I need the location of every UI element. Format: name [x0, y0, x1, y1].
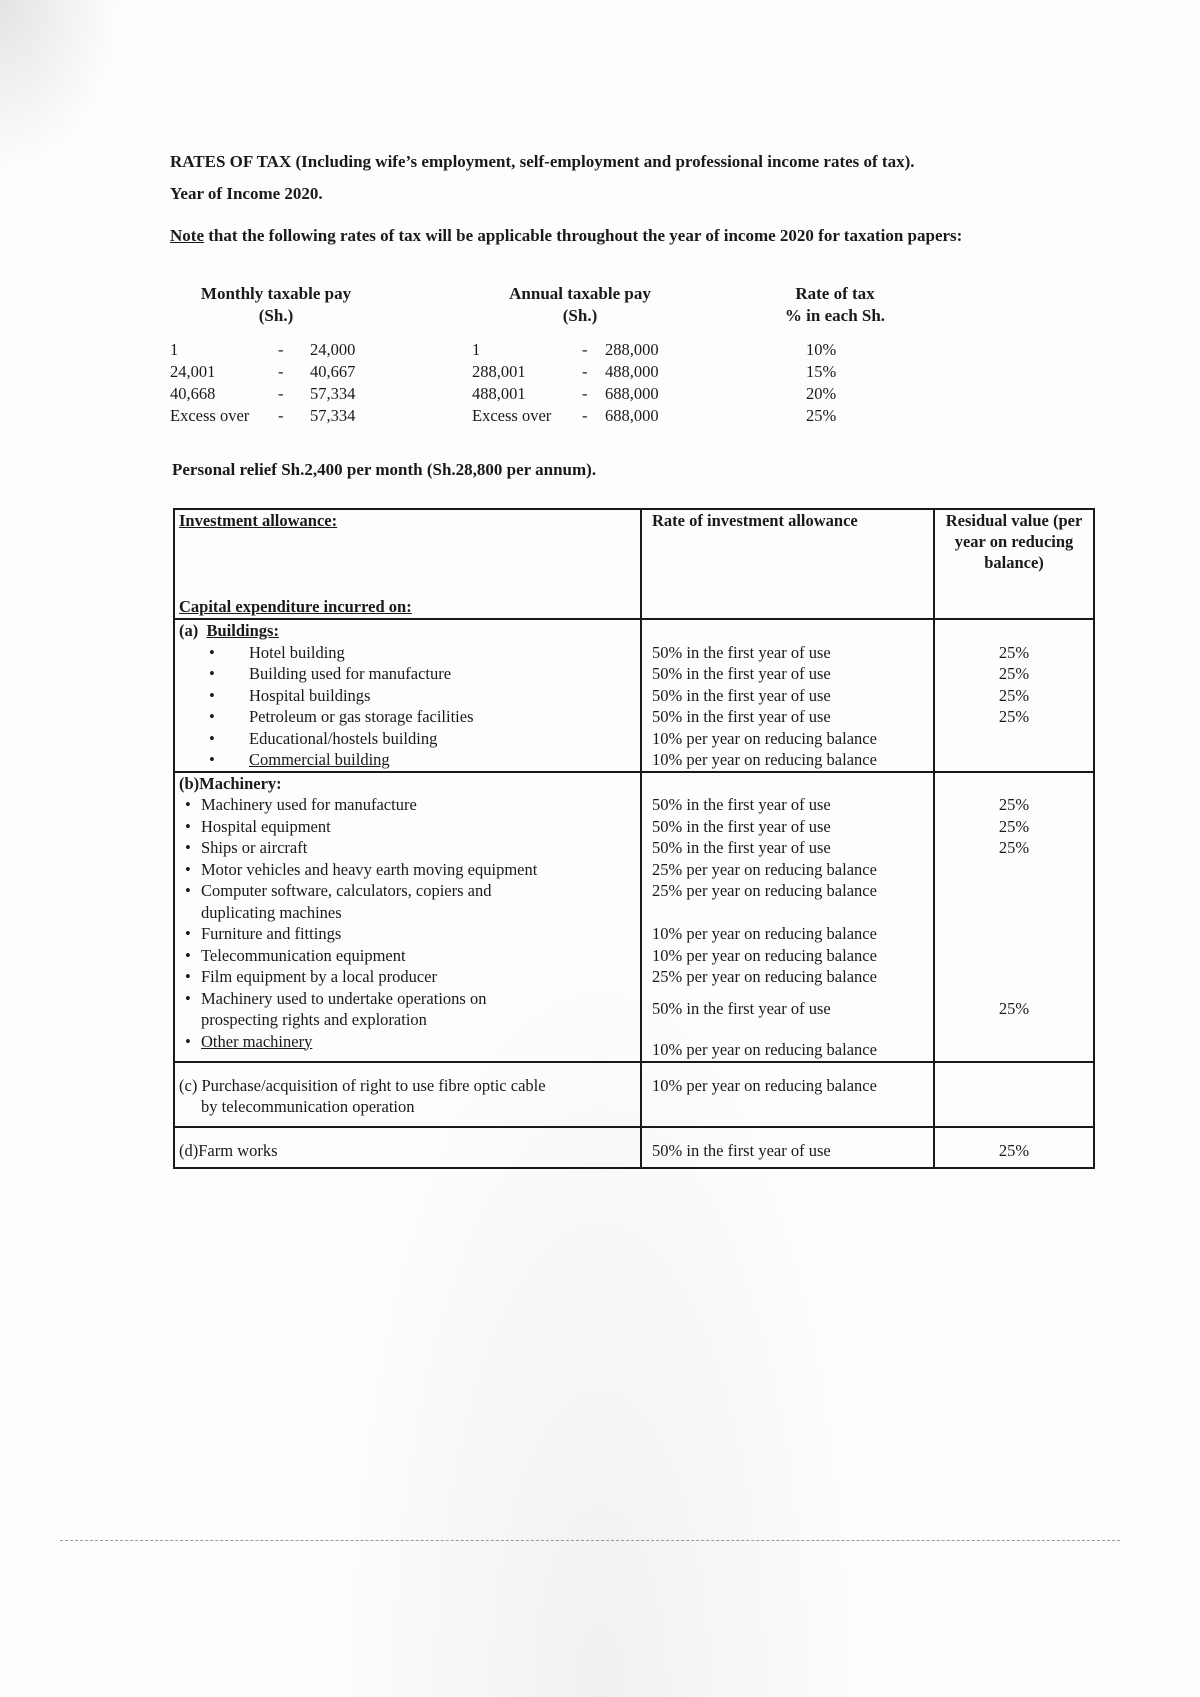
annual-header: Annual taxable pay (Sh.)	[509, 284, 651, 325]
fibre-residual	[934, 1062, 1094, 1127]
list-item: • Telecommunication equipment	[179, 945, 636, 967]
list-item: • Motor vehicles and heavy earth moving equipment	[179, 859, 636, 881]
annual-to: 688,000	[605, 384, 659, 403]
annual-to: 488,000	[605, 362, 659, 381]
page-divider	[60, 1540, 1120, 1541]
residual-value-heading: Residual value (per year on reducing balance)	[934, 509, 1094, 619]
list-item: • Machinery used for manufacture	[179, 794, 636, 816]
rate-text: 50% in the first year of use	[652, 998, 831, 1018]
investment-allowance-heading: Investment allowance:	[179, 511, 338, 530]
note-label: Note	[170, 226, 204, 245]
machinery-row	[174, 772, 1094, 1062]
annual-to: 288,000	[605, 340, 659, 359]
buildings-rates	[641, 619, 934, 772]
rate-value: 15%	[806, 362, 837, 381]
farm-residual: 25%	[934, 1127, 1094, 1169]
rate-text: 25% per year on reducing balance	[652, 881, 877, 900]
note-text: that the following rates of tax will be applicable throughout the year of income 2020 for taxation papers:	[203, 226, 963, 245]
capital-expenditure-heading: Capital expenditure incurred on:	[179, 596, 412, 616]
annual-from: 488,001	[472, 384, 526, 403]
monthly-from: 24,001	[170, 362, 216, 381]
buildings-heading: (a) Buildings:	[179, 621, 279, 640]
list-item: • Educational/hostels building	[179, 728, 636, 750]
machinery-residuals	[934, 772, 1094, 1062]
rate-text: 10% per year on reducing balance	[652, 728, 877, 748]
dash: -	[278, 340, 284, 359]
list-item: • Petroleum or gas storage facilities	[179, 706, 636, 728]
buildings-residuals	[934, 619, 1094, 772]
list-item: • Hotel building	[179, 642, 636, 664]
dash: -	[582, 362, 588, 381]
residual-text: 25%	[998, 795, 1030, 814]
year-of-income: Year of Income 2020.	[170, 184, 323, 203]
list-item: • Building used for manufacture	[179, 663, 636, 685]
monthly-to: 24,000	[310, 340, 356, 359]
fibre-line1: (c) Purchase/acquisition of right to use fibre optic cable	[179, 1075, 546, 1095]
annual-to: 688,000	[605, 406, 659, 425]
residual-text: 25%	[998, 816, 1030, 836]
list-item: • Furniture and fittings	[179, 923, 636, 945]
residual-text: 25%	[998, 998, 1030, 1018]
list-item: • Commercial building	[179, 749, 636, 771]
investment-allowance-table	[173, 508, 1095, 1169]
rate-text: 10% per year on reducing balance	[652, 945, 877, 965]
rate-value: 20%	[806, 384, 837, 403]
list-item: • Hospital equipment	[179, 816, 636, 838]
fibre-line2: by telecommunication operation	[201, 1097, 415, 1116]
machinery-heading: (b)Machinery:	[179, 773, 282, 793]
buildings-list	[179, 642, 636, 771]
residual-text: 25%	[998, 642, 1030, 662]
residual-text: 25%	[998, 685, 1030, 705]
rate-text: 50% in the first year of use	[652, 795, 831, 814]
list-item: • Hospital buildings	[179, 685, 636, 707]
residual-text: 25%	[998, 707, 1030, 726]
dash: -	[278, 406, 284, 425]
rate-value: 10%	[806, 340, 837, 359]
dash: -	[582, 384, 588, 403]
dash: -	[278, 362, 284, 381]
annual-from: 1	[472, 340, 481, 359]
rate-text: 25% per year on reducing balance	[652, 967, 877, 986]
rate-text: 50% in the first year of use	[652, 664, 831, 683]
farm-row	[174, 1127, 1094, 1169]
rate-text: 50% in the first year of use	[652, 816, 831, 836]
rate-text: 50% in the first year of use	[652, 685, 831, 705]
rate-of-allowance-heading: Rate of investment allowance	[641, 509, 934, 619]
list-item: • Other machinery	[179, 1031, 636, 1053]
dash: -	[582, 406, 588, 425]
monthly-from: 1	[170, 340, 179, 359]
monthly-from: 40,668	[170, 384, 216, 403]
table-header-row	[174, 509, 1094, 619]
dash: -	[278, 384, 284, 403]
buildings-cell	[174, 619, 641, 772]
monthly-to: 57,334	[310, 384, 356, 403]
rate-text: 25% per year on reducing balance	[652, 859, 877, 879]
document-title: RATES OF TAX (Including wife’s employment, self-employment and professional income rates of tax).	[170, 152, 915, 171]
annual-from: Excess over	[472, 406, 552, 425]
farm-rate: 50% in the first year of use	[641, 1127, 934, 1169]
personal-relief: Personal relief Sh.2,400 per month (Sh.28,800 per annum).	[172, 460, 597, 479]
fibre-rate: 10% per year on reducing balance	[641, 1062, 934, 1127]
rate-text: 10% per year on reducing balance	[652, 1040, 877, 1059]
note-paragraph	[170, 225, 1090, 247]
rate-text: 50% in the first year of use	[652, 838, 831, 857]
fibre-row	[174, 1062, 1094, 1127]
rate-text: 50% in the first year of use	[652, 642, 831, 662]
farm-works-cell: (d)Farm works	[174, 1127, 641, 1169]
annual-from: 288,001	[472, 362, 526, 381]
list-item: • Computer software, calculators, copiers and duplicating machines	[179, 880, 636, 923]
list-item: • Film equipment by a local producer	[179, 966, 636, 988]
residual-text: 25%	[998, 838, 1030, 857]
rate-text: 10% per year on reducing balance	[652, 924, 877, 943]
dash: -	[582, 340, 588, 359]
list-item: • Machinery used to undertake operations on prospecting rights and exploration	[179, 988, 636, 1031]
residual-text: 25%	[998, 664, 1030, 683]
header-cell-investment	[174, 509, 641, 619]
rate-text: 10% per year on reducing balance	[652, 750, 877, 769]
machinery-cell	[174, 772, 641, 1062]
list-item: • Ships or aircraft	[179, 837, 636, 859]
monthly-from: Excess over	[170, 406, 250, 425]
rate-value: 25%	[806, 406, 837, 425]
machinery-list	[179, 794, 636, 1052]
monthly-to: 57,334	[310, 406, 356, 425]
rate-text: 50% in the first year of use	[652, 707, 831, 726]
monthly-to: 40,667	[310, 362, 356, 381]
monthly-header: Monthly taxable pay (Sh.)	[200, 284, 352, 325]
buildings-row	[174, 619, 1094, 772]
machinery-rates	[641, 772, 934, 1062]
rate-header: Rate of tax % in each Sh.	[784, 284, 886, 325]
fibre-cell	[174, 1062, 641, 1127]
